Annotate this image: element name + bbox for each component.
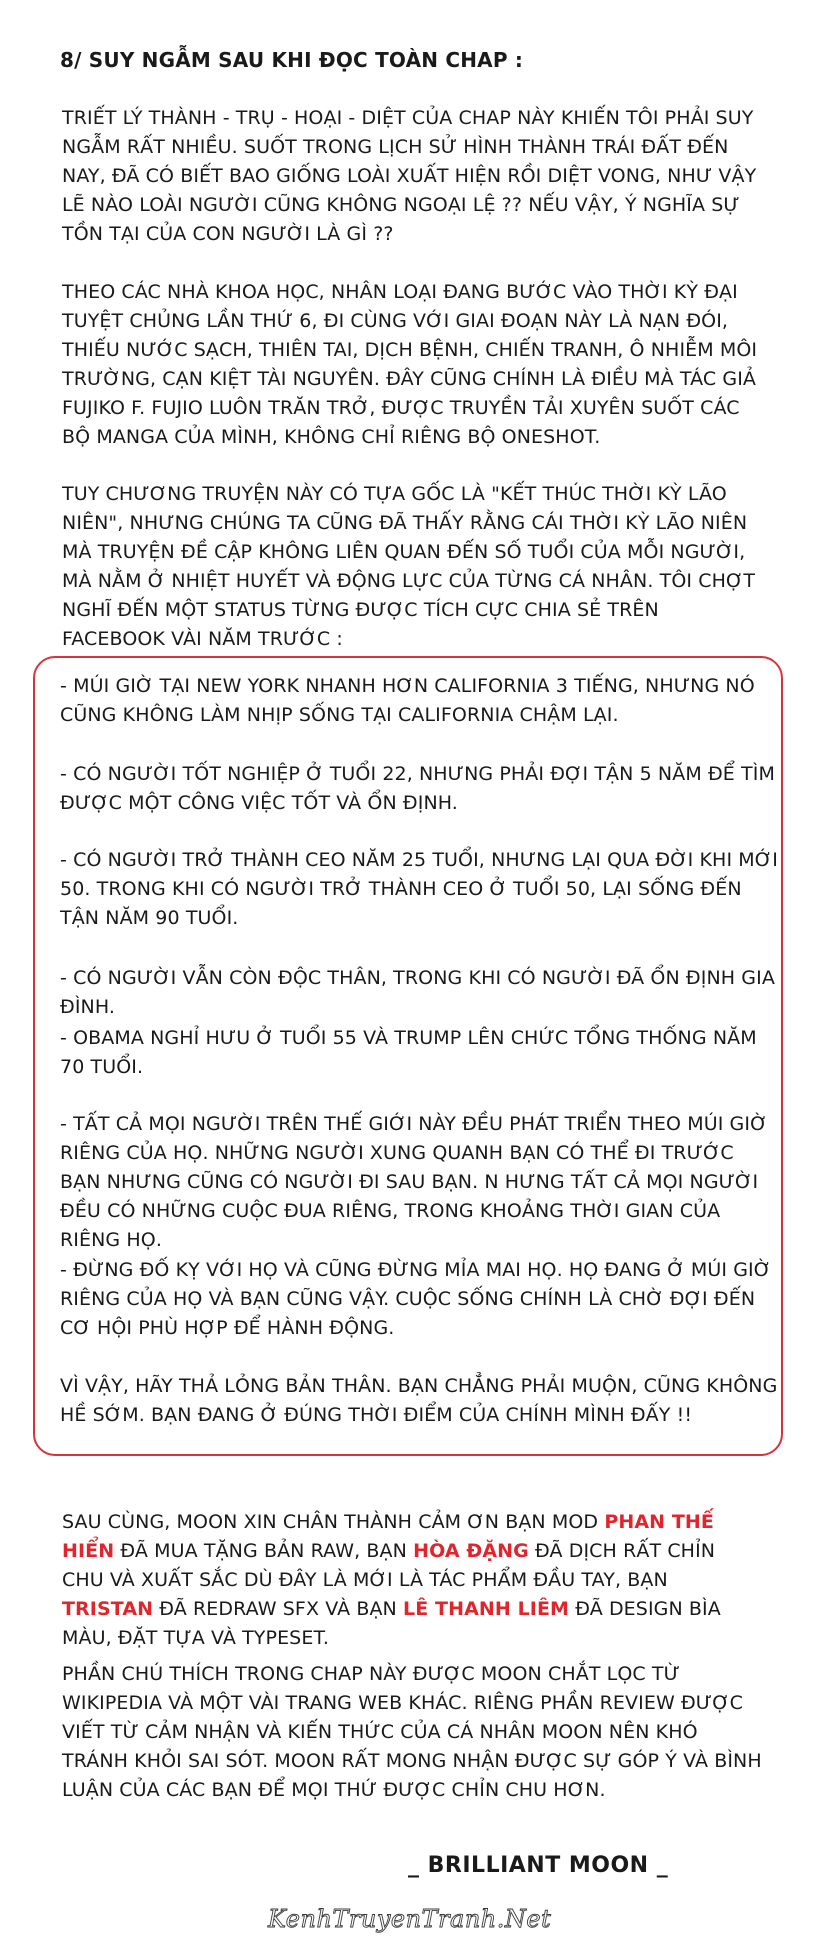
intro-paragraph-2: THEO CÁC NHÀ KHOA HỌC, NHÂN LOẠI ĐANG BƯỚC VÀO THỜI KỲ ĐẠI TUYỆT CHỦNG LẦN THỨ 6, ĐI CÙNG VỚI GIAI ĐOẠN NÀY LÀ NẠN ĐÓI, THIẾU NƯỚC SẠCH, THIÊN TAI, DỊCH BỆNH, CHIẾN TRANH, Ô NHIỄM MÔI TRƯỜNG, CẠN KIỆT TÀI NGUYÊN. ĐÂY CŨNG CHÍNH LÀ ĐIỀU MÀ TÁC GIẢ FUJIKO F. FUJIO LUÔN TRĂN TRỞ, ĐƯỢC TRUYỀN TẢI XUYÊN SUỐT CÁC BỘ MANGA CỦA MÌNH, KHÔNG CHỈ RIÊNG BỘ ONESHOT. (62, 281, 758, 448)
credits-text: ĐÃ REDRAW SFX VÀ BẠN (153, 1598, 404, 1620)
quote-item: - CÓ NGƯỜI TỐT NGHIỆP Ở TUỔI 22, NHƯNG PHẢI ĐỢI TẬN 5 NĂM ĐỂ TÌM ĐƯỢC MỘT CÔNG VIỆC TỐT VÀ ỔN ĐỊNH. (60, 763, 775, 814)
intro-paragraph-1: TRIẾT LÝ THÀNH - TRỤ - HOẠI - DIỆT CỦA CHAP NÀY KHIẾN TÔI PHẢI SUY NGẪM RẤT NHIỀU. SUỐT TRONG LỊCH SỬ HÌNH THÀNH TRÁI ĐẤT ĐẾN NAY, ĐÃ CÓ BIẾT BAO GIỐNG LOÀI XUẤT HIỆN RỒI DIỆT VONG, NHƯ VẬY LẼ NÀO LOÀI NGƯỜI CŨNG KHÔNG NGOẠI LỆ ?? NẾU VẬY, Ý NGHĨA SỰ TỒN TẠI CỦA CON NGƯỜI LÀ GÌ ?? (62, 107, 757, 245)
credits-paragraph (62, 1508, 762, 1653)
intro-paragraph-3: TUY CHƯƠNG TRUYỆN NÀY CÓ TỰA GỐC LÀ "KẾT THÚC THỜI KỲ LÃO NIÊN", NHƯNG CHÚNG TA CŨNG ĐÃ THẤY RẰNG CÁI THỜI KỲ LÃO NIÊN MÀ TRUYỆN ĐỀ CẬP KHÔNG LIÊN QUAN ĐẾN SỐ TUỔI CỦA MỖI NGƯỜI, MÀ NẰM Ở NHIỆT HUYẾT VÀ ĐỘNG LỰC CỦA TỪNG CÁ NHÂN. TÔI CHỢT NGHĨ ĐẾN MỘT STATUS TỪNG ĐƯỢC TÍCH CỰC CHIA SẺ TRÊN FACEBOOK VÀI NĂM TRƯỚC : (62, 483, 756, 650)
watermark: KenhTruyenTranh.Net (268, 1905, 552, 1933)
quote-item: - CÓ NGƯỜI VẪN CÒN ĐỘC THÂN, TRONG KHI CÓ NGƯỜI ĐÃ ỔN ĐỊNH GIA ĐÌNH. (60, 967, 775, 1018)
closing-paragraph: PHẦN CHÚ THÍCH TRONG CHAP NÀY ĐƯỢC MOON CHẮT LỌC TỪ WIKIPEDIA VÀ MỘT VÀI TRANG WEB KHÁC. RIÊNG PHẦN REVIEW ĐƯỢC VIẾT TỪ CẢM NHẬN VÀ KIẾN THỨC CỦA CÁ NHÂN MOON NÊN KHÓ TRÁNH KHỎI SAI SÓT. MOON RẤT MONG NHẬN ĐƯỢC SỰ GÓP Ý VÀ BÌNH LUẬN CỦA CÁC BẠN ĐỂ MỌI THỨ ĐƯỢC CHỈN CHU HƠN. (62, 1663, 762, 1801)
quote-conclusion: VÌ VẬY, HÃY THẢ LỎNG BẢN THÂN. BẠN CHẲNG PHẢI MUỘN, CŨNG KHÔNG HỀ SỚM. BẠN ĐANG Ở ĐÚNG THỜI ĐIỂM CỦA CHÍNH MÌNH ĐẤY !! (60, 1375, 778, 1426)
quote-item: - MÚI GIỜ TẠI NEW YORK NHANH HƠN CALIFORNIA 3 TIẾNG, NHƯNG NÓ CŨNG KHÔNG LÀM NHỊP SỐNG TẠI CALIFORNIA CHẬM LẠI. (60, 675, 755, 726)
credits-text: ĐÃ DỊCH RẤT CHỈN CHU VÀ XUẤT SẮC DÙ ĐÂY LÀ MỚI LÀ TÁC PHẨM ĐẦU TAY, BẠN (62, 1540, 716, 1591)
credit-name-le-thanh-liem: LÊ THANH LIÊM (403, 1598, 570, 1620)
quote-item: - OBAMA NGHỈ HƯU Ở TUỔI 55 VÀ TRUMP LÊN CHỨC TỔNG THỐNG NĂM 70 TUỔI. (60, 1027, 757, 1078)
quote-item: - TẤT CẢ MỌI NGƯỜI TRÊN THẾ GIỚI NÀY ĐỀU PHÁT TRIỂN THEO MÚI GIỜ RIÊNG CỦA HỌ. NHỮNG NGƯỜI XUNG QUANH BẠN CÓ THỂ ĐI TRƯỚC BẠN NHƯNG CŨNG CÓ NGƯỜI ĐI SAU BẠN. N HƯNG TẤT CẢ MỌI NGƯỜI ĐỀU CÓ NHỮNG CUỘC ĐUA RIÊNG, TRONG KHOẢNG THỜI GIAN CỦA RIÊNG HỌ. (60, 1113, 768, 1251)
credits-text: ĐÃ MUA TẶNG BẢN RAW, BẠN (114, 1540, 414, 1562)
credit-name-tristan: TRISTAN (62, 1598, 154, 1620)
credit-name-hoa-dang: HÒA ĐẶNG (413, 1540, 529, 1562)
credits-text: SAU CÙNG, MOON XIN CHÂN THÀNH CẢM ƠN BẠN MOD (62, 1511, 605, 1533)
quote-item: - CÓ NGƯỜI TRỞ THÀNH CEO NĂM 25 TUỔI, NHƯNG LẠI QUA ĐỜI KHI MỚI 50. TRONG KHI CÓ NGƯỜI TRỞ THÀNH CEO Ở TUỔI 50, LẠI SỐNG ĐẾN TẬN NĂM 90 TUỔI. (60, 849, 778, 929)
section-heading: 8/ SUY NGẪM SAU KHI ĐỌC TOÀN CHAP : (60, 48, 524, 72)
credits-text: ĐÃ DESIGN BÌA MÀU, ĐẶT TỰA VÀ TYPESET. (62, 1598, 721, 1649)
credit-name-phan-the-hien: PHAN THẾ HIỂN (62, 1511, 715, 1562)
quote-item: - ĐỪNG ĐỐ KỴ VỚI HỌ VÀ CŨNG ĐỪNG MỈA MAI HỌ. HỌ ĐANG Ở MÚI GIỜ RIÊNG CỦA HỌ VÀ BẠN CŨNG VẬY. CUỘC SỐNG CHÍNH LÀ CHỜ ĐỢI ĐẾN CƠ HỘI PHÙ HỢP ĐỂ HÀNH ĐỘNG. (60, 1259, 772, 1339)
signature: _ BRILLIANT MOON _ (408, 1853, 669, 1878)
